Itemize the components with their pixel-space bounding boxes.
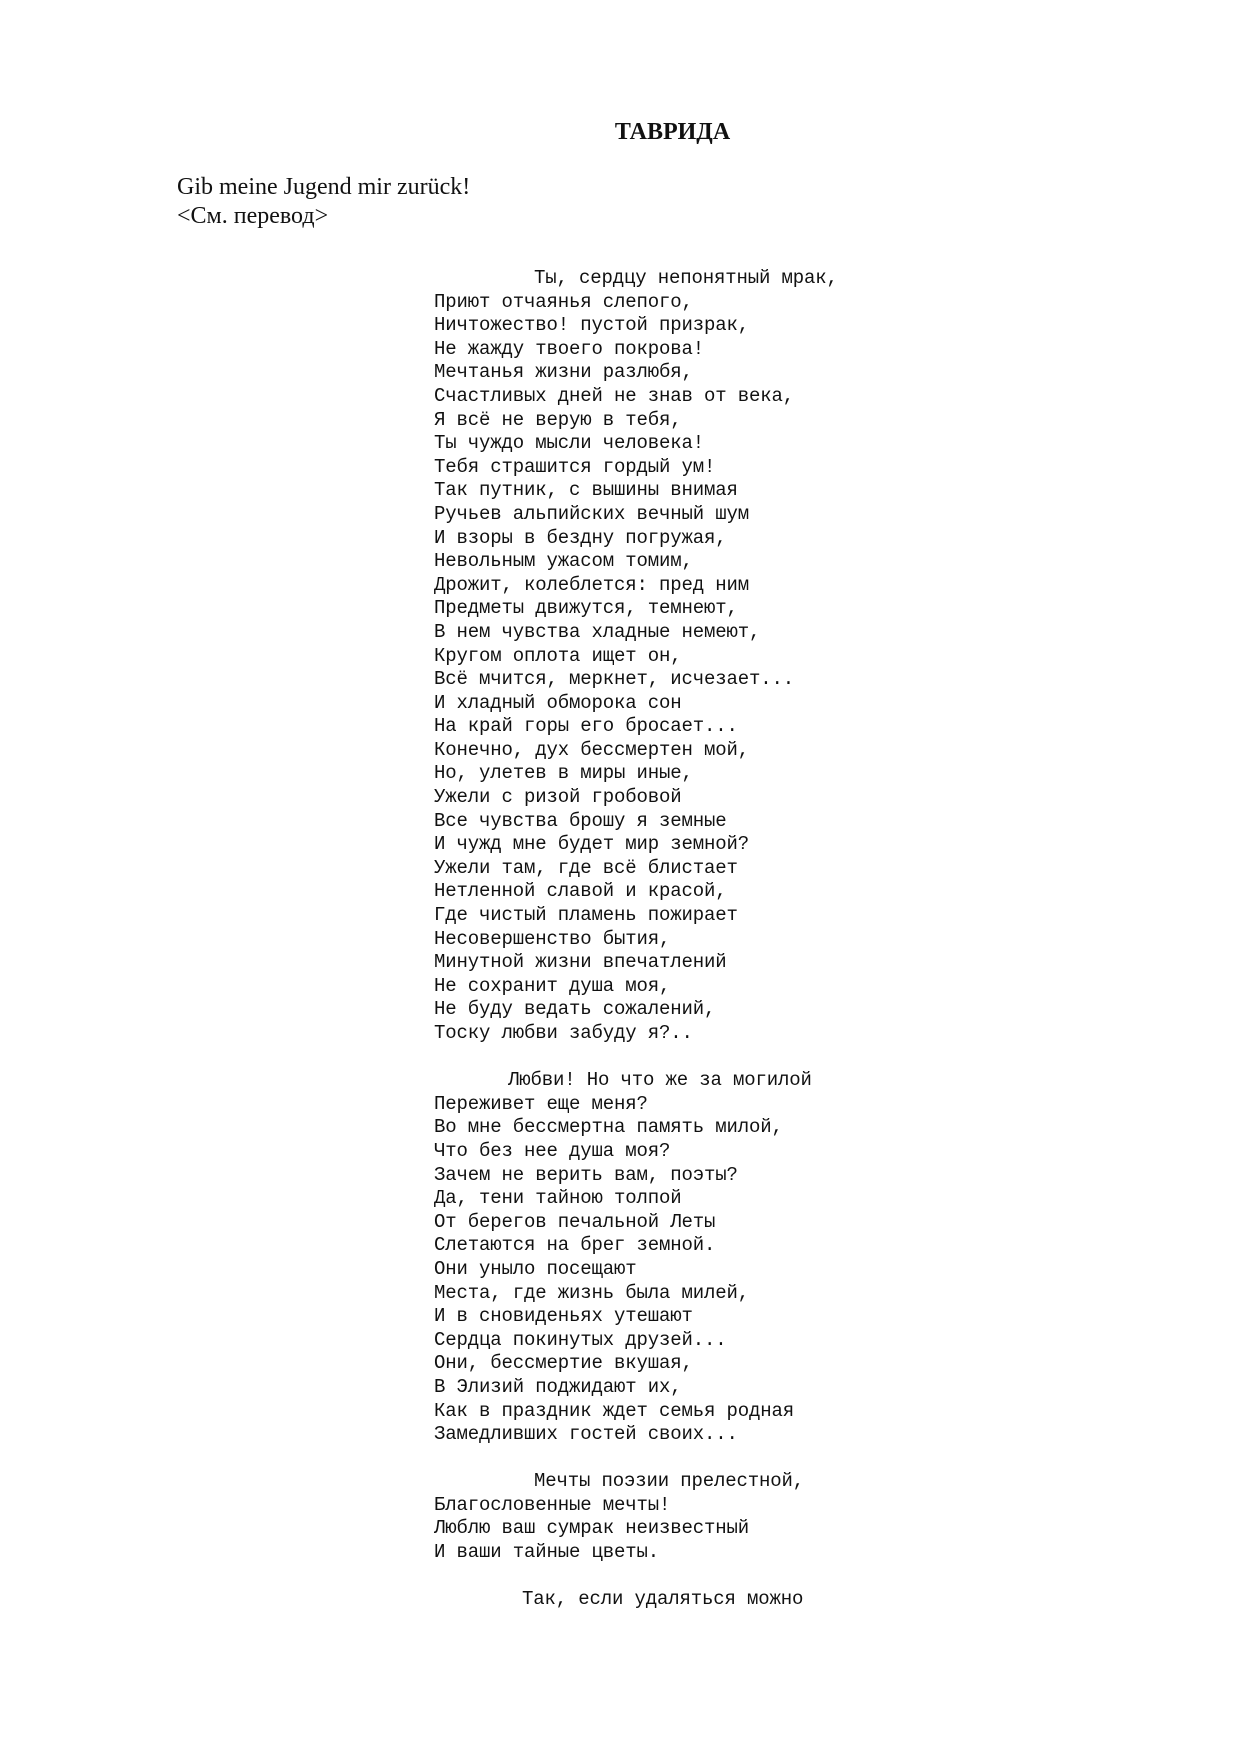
- poem-body: [434, 267, 838, 1635]
- poem-line: И взоры в бездну погружая,: [434, 526, 727, 549]
- poem-line: Ужели там, где всё блистает: [434, 856, 738, 879]
- poem-line: Сердца покинутых друзей...: [434, 1328, 727, 1351]
- poem-line: Счастливых дней не знав от века,: [434, 384, 795, 407]
- poem-line: Люблю ваш сумрак неизвестный: [434, 1517, 750, 1540]
- poem-line: Так, если удаляться можно: [522, 1588, 804, 1611]
- stanza: [434, 1069, 838, 1447]
- poem-line: Ничтожество! пустой призрак,: [434, 314, 750, 337]
- translation-note: <См. перевод>: [177, 203, 329, 229]
- poem-line: Так путник, с вышины внимая: [434, 479, 738, 502]
- poem-line: Но, улетев в миры иные,: [434, 762, 693, 785]
- poem-line: Дрожит, колеблется: пред ним: [434, 573, 750, 596]
- poem-line: Несовершенство бытия,: [434, 927, 671, 950]
- epigraph-text: Gib meine Jugend mir zurück!: [177, 174, 471, 200]
- poem-line: Где чистый пламень пожирает: [434, 904, 738, 927]
- poem-line: Не сохранит душа моя,: [434, 974, 671, 997]
- poem-line: От берегов печальной Леты: [434, 1210, 716, 1233]
- poem-line: Зачем не верить вам, поэты?: [434, 1163, 738, 1186]
- poem-line: Нетленной славой и красой,: [434, 880, 727, 903]
- poem-line: Замедливших гостей своих...: [434, 1423, 738, 1446]
- poem-line: И ваши тайные цветы.: [434, 1541, 660, 1564]
- poem-line: Ручьев альпийских вечный шум: [434, 502, 750, 525]
- stanza: [434, 267, 838, 1046]
- poem-line: Не буду ведать сожалений,: [434, 998, 716, 1021]
- poem-line: Ужели с ризой гробовой: [434, 786, 682, 809]
- stanza: [434, 1470, 838, 1564]
- poem-line: И хладный обморока сон: [434, 691, 682, 714]
- poem-line: Слетаются на брег земной.: [434, 1234, 716, 1257]
- poem-line: Приют отчаянья слепого,: [434, 290, 693, 313]
- poem-line: Мечты поэзии прелестной,: [534, 1470, 805, 1493]
- poem-line: Тоску любви забуду я?..: [434, 1022, 693, 1044]
- poem-line: Они уныло посещают: [434, 1257, 637, 1280]
- stanza: [434, 1588, 838, 1612]
- poem-line: Мечтанья жизни разлюбя,: [434, 361, 693, 384]
- poem-line: Переживет еще меня?: [434, 1092, 648, 1115]
- poem-line: Во мне бессмертна память милой,: [434, 1116, 783, 1139]
- poem-line: В Элизий поджидают их,: [434, 1375, 682, 1398]
- poem-line: Они, бессмертие вкушая,: [434, 1352, 693, 1375]
- poem-line: В нем чувства хладные немеют,: [434, 620, 761, 643]
- poem-line: Ты, сердцу непонятный мрак,: [534, 267, 838, 289]
- poem-line: Предметы движутся, темнеют,: [434, 597, 738, 620]
- page-title: ТАВРИДА: [614, 119, 731, 145]
- poem-line: И чужд мне будет мир земной?: [434, 833, 750, 856]
- poem-line: Как в праздник ждет семья родная: [434, 1399, 795, 1422]
- poem-line: Ты чуждо мысли человека!: [434, 432, 705, 455]
- poem-line: Любви! Но что же за могилой: [508, 1069, 812, 1092]
- poem-line: И в сновиденьях утешают: [434, 1305, 693, 1328]
- poem-line: Что без нее душа моя?: [434, 1139, 671, 1162]
- poem-line: На край горы его бросает...: [434, 715, 738, 738]
- epigraph: [177, 173, 470, 231]
- poem-line: Всё мчится, меркнет, исчезает...: [434, 668, 795, 691]
- poem-line: Места, где жизнь была милей,: [434, 1281, 750, 1304]
- poem-line: Не жажду твоего покрова!: [434, 337, 705, 360]
- poem-line: Конечно, дух бессмертен мой,: [434, 738, 750, 761]
- poem-line: Кругом оплота ищет он,: [434, 644, 682, 667]
- poem-line: Да, тени тайною толпой: [434, 1187, 682, 1210]
- poem-line: Невольным ужасом томим,: [434, 550, 693, 573]
- poem-line: Тебя страшится гордый ум!: [434, 455, 716, 478]
- poem-line: Минутной жизни впечатлений: [434, 951, 727, 974]
- poem-line: Я всё не верую в тебя,: [434, 408, 682, 431]
- poem-line: Все чувства брошу я земные: [434, 809, 727, 832]
- poem-line: Благословенные мечты!: [434, 1493, 671, 1516]
